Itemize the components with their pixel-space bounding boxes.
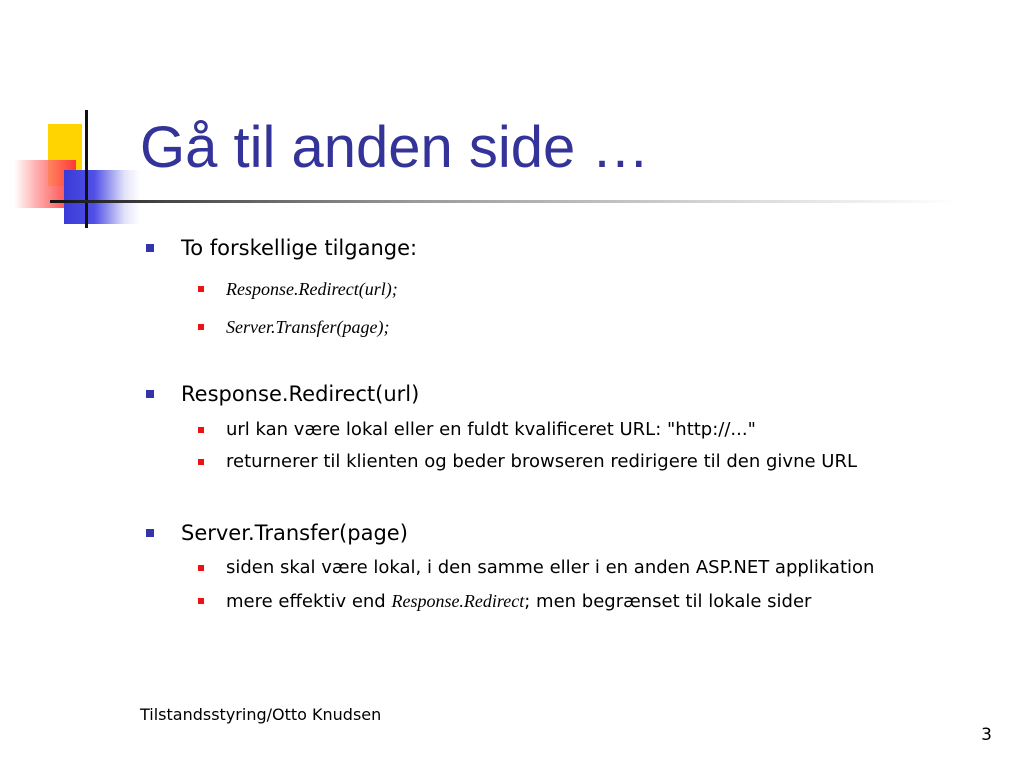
subbullet-returnerer xyxy=(226,450,857,474)
square-bullet-icon xyxy=(146,244,154,252)
title-underline xyxy=(50,200,960,203)
subbullet-text: Response.Redirect(url); xyxy=(226,279,398,299)
logo-vertical-line xyxy=(85,110,88,228)
slide-footer: Tilstandsstyring/Otto Knudsen xyxy=(140,705,382,724)
bullet-response-redirect xyxy=(181,381,419,407)
subbullet-text: returnerer til klienten og beder browseren redirigere til den givne URL xyxy=(226,451,857,472)
square-bullet-icon xyxy=(146,529,154,537)
subbullet-url-lokal xyxy=(226,418,756,442)
bullet-text: Server.Transfer(page) xyxy=(181,521,408,545)
subbullet-response-redirect-url xyxy=(226,277,398,301)
subbullet-siden-lokal xyxy=(226,556,874,580)
square-bullet-icon xyxy=(198,565,204,571)
logo-blue-square xyxy=(64,170,140,224)
subbullet-text: url kan være lokal eller en fuldt kvalificeret URL: "http://..." xyxy=(226,419,756,440)
subbullet-text: Server.Transfer(page); xyxy=(226,317,390,337)
subbullet-server-transfer-page xyxy=(226,315,389,339)
bullet-server-transfer xyxy=(181,520,408,546)
square-bullet-icon xyxy=(198,427,204,433)
subbullet-text: siden skal være lokal, i den samme eller i en anden ASP.NET applikation xyxy=(226,557,875,578)
square-bullet-icon xyxy=(198,286,204,292)
slide-title: Gå til anden side … xyxy=(140,115,650,180)
square-bullet-icon xyxy=(198,324,204,330)
square-bullet-icon xyxy=(146,390,154,398)
page-number: 3 xyxy=(981,725,992,745)
subbullet-text-before: mere effektiv end xyxy=(226,591,392,612)
bullet-text: Response.Redirect(url) xyxy=(181,382,420,406)
square-bullet-icon xyxy=(198,598,204,604)
subbullet-text-after: ; men begrænset til lokale sider xyxy=(524,591,812,612)
bullet-text: To forskellige tilgange: xyxy=(181,236,418,260)
subbullet-mere-effektiv xyxy=(226,589,811,614)
square-bullet-icon xyxy=(198,459,204,465)
bullet-to-forskellige-tilgange xyxy=(181,235,417,261)
subbullet-code-response-redirect: Response.Redirect xyxy=(391,591,525,611)
